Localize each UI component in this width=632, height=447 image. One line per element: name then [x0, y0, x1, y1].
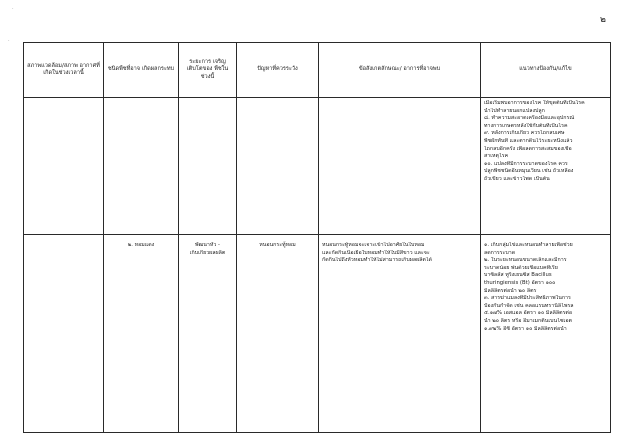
header-plant-type: ชนิดพืชที่อาจ เกิดผลกระทบ: [104, 43, 179, 98]
cell-symptoms: [319, 98, 481, 235]
text-line: พัฒนาหัว -: [195, 242, 220, 248]
cell-problem: [237, 235, 319, 433]
cell-plant-type: [104, 235, 179, 433]
text-line: ถั่วเขียว และข้าวโพด เป็นต้น: [484, 175, 550, 182]
text-line: ๑๐. แปลงที่มีการระบาดของโรค ควร: [484, 160, 568, 167]
cell-growth-stage: [179, 235, 237, 433]
text-line: นำไปทำลายนอกแปลงปลูก: [484, 107, 545, 114]
cell-symptoms: [319, 235, 481, 433]
header-symptoms: ข้อสังเกตลักษณะ/ อาการที่อาจพบ: [319, 43, 481, 98]
text-line: และกัดกินเนื้อเยื่อใบหอมทำให้ใบมีสีขาว และจะ: [322, 249, 430, 256]
problem-text: หนอนกระทู้หอม: [259, 242, 296, 248]
text-line: ๘. ทำความสะอาดเครื่องมือและอุปกรณ์: [484, 115, 575, 122]
prevention-text: [481, 98, 610, 186]
text-line: มิลลิลิตรต่อน้ำ ๒๐ ลิตร: [484, 287, 537, 294]
text-line: ลดการระบาด: [484, 249, 516, 256]
symptom-text: [319, 240, 480, 267]
cell-plant-type: [104, 98, 179, 235]
text-line: กัดกินไปถึงหัวหอมทำให้ไม่สามารถเก็บผลผลิตได้: [322, 257, 432, 264]
cell-prevention: [481, 98, 611, 235]
header-problem: ปัญหาที่ควรระวัง: [237, 43, 319, 98]
text-line: ๑. เก็บกลุ่มไข่และหนอนทำลายเพื่อช่วย: [484, 242, 573, 248]
text-line: พืชผักทันที และตากดินไว้ระยะหนึ่งแล้ว: [484, 137, 573, 144]
plant-name: ๒. หอมแดง: [127, 242, 155, 248]
text-line: ๒. ในระยะหนอนขนาดเล็กและมีการ: [484, 257, 567, 264]
table-row: [24, 98, 611, 235]
crop-guidance-table: [23, 42, 611, 433]
prevention-text: [481, 240, 610, 335]
text-line: ๓. สารฆ่าแมลงที่มีประสิทธิภาพในการ: [484, 295, 571, 302]
text-line: ๙. หลังการเก็บเกี่ยว ควรไถกลบเศษ: [484, 130, 565, 137]
text-line: หนอนกระทู้หอมจะเจาะเข้าไปอาศัยในใบหอม: [322, 242, 425, 248]
text-line: น้ำ ๒๐ ลิตร หรือ อีมาเมกตินเบนโซเอต: [484, 317, 572, 324]
table-row: [24, 235, 611, 433]
cell-growth-stage: [179, 98, 237, 235]
text-line: ปลูกพืชชนิดอื่นหมุนเวียน เช่น ถั่วเหลือง: [484, 168, 574, 175]
cell-environment: [24, 235, 104, 433]
scan-mark: ·: [12, 6, 14, 12]
text-line: ๑.๙๒% อีซี อัตรา ๑๐ มิลลิลิตรต่อน้ำ: [484, 325, 567, 332]
text-line: บาซิลลัส ทูริงเยนซิส Bacillus: [484, 272, 552, 279]
text-line: เก็บเกี่ยวผลผลิต: [189, 249, 226, 256]
text-line: ไถกลบอีกครั้ง เพื่อลดการสะสมของเชื้อ: [484, 145, 572, 152]
header-growth-stage: ระยะการ เจริญเติบโตของ พืชในช่วงนี้: [179, 43, 237, 98]
text-line: เมื่อเริ่มพบอาการของโรค ให้ขุดต้นที่เป็นโรค: [484, 100, 585, 106]
text-line: ป้องกันกำจัด เช่น คลอแรนทรานิลิโพรล: [484, 302, 574, 309]
text-line: สาเหตุโรค: [484, 153, 509, 160]
text-line: ๕.๑๗% เอสแอล อัตรา ๑๐ มิลลิลิตรต่อ: [484, 310, 573, 317]
growth-stage-text: [179, 240, 236, 259]
header-row: [24, 43, 611, 98]
cell-environment: [24, 98, 104, 235]
text-line: ระบาดน้อย พ่นด้วยเชื้อแบคทีเรีย: [484, 264, 558, 271]
text-line: thuringiensis (Bt) อัตรา ๑๐๐: [484, 279, 556, 286]
cell-problem: [237, 98, 319, 235]
header-prevention: แนวทางป้องกัน/แก้ไข: [481, 43, 611, 98]
page-number: ๒: [600, 15, 606, 25]
scan-mark: ·: [8, 38, 10, 44]
cell-prevention: [481, 235, 611, 433]
header-environment: สภาพแวดล้อม/สภาพ อากาศที่เกิดในช่วงเวลานี้: [24, 43, 104, 98]
text-line: ทางการเกษตรหลังใช้กับต้นที่เป็นโรค: [484, 122, 568, 129]
